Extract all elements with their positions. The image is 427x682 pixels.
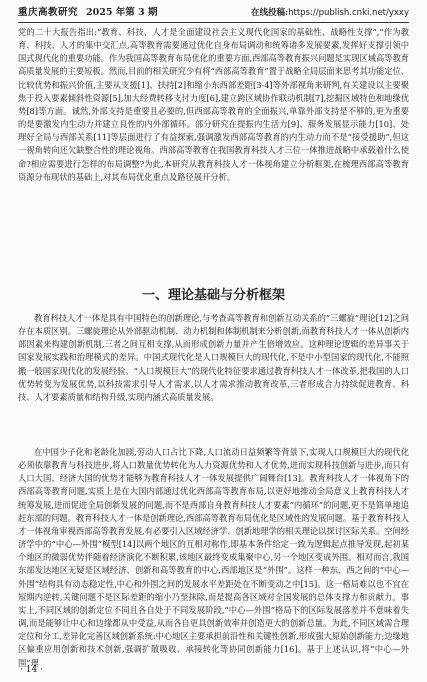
- body-paragraph-1: 教育科技人才一体是具有中国特色的创新理论,与考查高等教育和创新互动关系的“三螺旋”理论[12]之间存在本质区别。三螺旋理论从外部驱动机制、动力机制和体制机制来分析创新,而教育科技人才一体从创新内部因素来构建创新机制,三者之间互相支撑,从而形成创新力量并产生倍增效应。这种理论逻辑的差异事关于国家发展实践和治理模式的差异。中国式现代化是人口规模巨大的现代化,不是中小型国家的现代化,不能照搬一般国家现代化的发展经验。“人口规模巨大”的现代化特征要求通过教育科技人才一体改革,把我国的人口优势转变为发展优势,以科技需求引导人才需求,以人才需求推动教育改革,三者形成合力持续促进教育、科技、人才要素质量和结构升级,实现内涵式高质量发展。: [18, 313, 409, 402]
- submission-label: 在线投稿:: [250, 8, 289, 18]
- submission-info: [251, 6, 409, 20]
- intro-paragraph: 党的二十大报告指出:“教育、科技、人才是全面建设社会主义现代化国家的基础性、战略性支撑”,“作为教育、科技、人才的集中交汇点,高等教育需要通过优化自身布局调动和统筹诸多发展要素,发挥好支撑引领中国式现代化的重要功能。作为我国高等教育布局优化的重要方面,西部高等教育振兴问题是实现区域高等教育高质量发展的主要短板。然而,目前的相关研究少有将“西部高等教育”置于战略全局层面来思考其功能定位、比较优势和振兴价值,主要从支援[1]、扶持[2]和缩小东西部差距[3-4]等外部视角来研判,有关建设以主要聚焦于投入要素倾斜性资源[5],加大经费转移支付力度[6],建立跨区域协作联动机制[7],挖掘区域特色和地缘优势[8]等方面。诚然,外部支持是重要且必要的,但西部高等教育的全面振兴,单靠外部支持是不够的,更为重要的是要激发内生动力并建立良性的内外部循环。部分研究在提振内生活力[9]、服务发展显示能力[10]、处理好全局与西部关系[11]等层面进行了有益探索,强调激发西部高等教育的内生动力而不是“接受援助”,但这一视角转向还欠缺整合性的理论视角。西部高等教育在我国教育科技人才三位一体推进战略中承载着什么使命?相应需要进行怎样的布局调整?为此,本研究从教育科技人才一体视角建立分析框架,在梳理西部高等教育资源分布现状的基础上,对其布局优化重点及路径展开分析。: [18, 27, 409, 182]
- page-number: · 14 ·: [20, 665, 43, 675]
- running-header: [18, 6, 409, 20]
- submission-url[interactable]: https://publish.cnki.net/yxxy: [288, 8, 409, 18]
- issue-label: 2025 年第 3 期: [86, 7, 158, 18]
- header-rule: [18, 22, 409, 23]
- body-paragraph-2: 在中国少子化和老龄化加剧,劳动人口占比下降,人口流动日益频繁等背景下,实现人口规模巨大的现代化必须依靠教育与科技进步,将人口数量优势转化为人力资源优势和人才优势,进而实现科技创新与进步,而只有人口大国、经济大国的优势才能够为教育科技人才一体发展提供广阔舞台[13]。教育科技人才一体视角下的西部高等教育问题,实质上是在大国内部通过优化西部高等教育布局,以更好地推动全局意义上教育科技人才统筹发展,进而促进全局创新发展的问题,而不是西部自身教育科技人才要素“内循环”的问题,更不是简单地追赶东部的问题。教育科技人才一体是创新理论,西部高等教育布局优化是区域性的发展问题。基于教育科技人才一体视角审视西部高等教育发展,有必要引入区域经济学、创新地理学的相关理论以探讨区际关系。空间经济学中的“中心—外围”模型[14]以两个地区的互相对称作,即基本条件给定一致为逻辑起点推导发现,起初某个地区的微弱优势伴随着经济演化不断积累,该地区最终变成集聚中心,另一个地区变成外围。相对而言,我国东部发达地区无疑是区域经济、创新和高等教育的中心,西部地区是“外围”。这样一种东、西之间的“中心—外围”结构具有动态稳定性,中心和外围之间的发展水平差距处在不断变动之中[15]。这一格局难以也不宜在短期内逆转,关键问题不是区际差距的缩小乃至抹除,而是提高各区域对全国发展的总体支撑力和贡献力。事实上,不同区域的创新定位不同且各自处于不同发展阶段,“中心—外围”格局下的区际发展落差并不意味着失调,而是能够让中心和边缘都从中受益,从而各自更具创新效率并创造更大的创新总量。为此,不同区域需合理定位和分工,差异化完善区域创新系统:中心地区主要承担前沿性和关键性创新,形成强大原始创新能力;边缘地区偏重应用创新和技术创新,强调扩散吸收、承接转化等协同创新能力[16]。基于上述认识,将“中心—外围”理: [18, 447, 409, 668]
- journal-name: 重庆高教研究: [18, 7, 79, 18]
- section-heading: 一、理论基础与分析框架: [141, 288, 285, 303]
